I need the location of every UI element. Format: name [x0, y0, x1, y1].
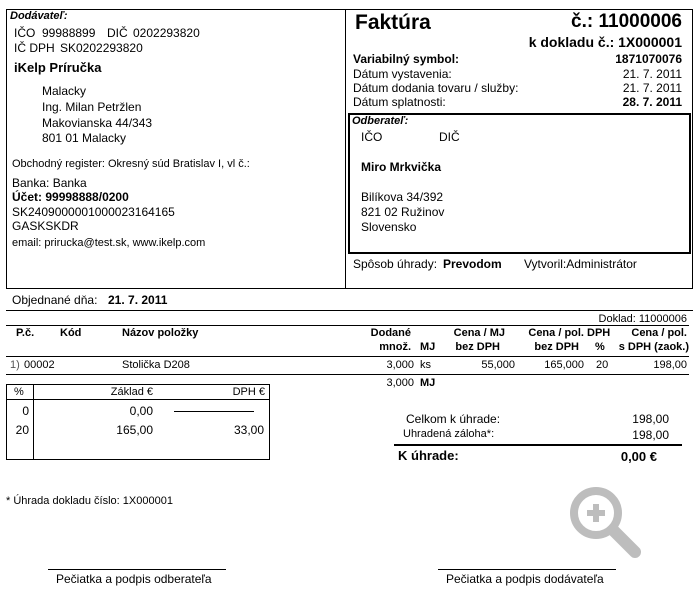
ordered-label: Objednané dňa: [12, 293, 98, 307]
totals-line [394, 444, 682, 446]
vat-pct-1: 20 [15, 423, 29, 437]
payment-method-label: Spôsob úhrady: [353, 257, 438, 271]
table-top-line [6, 325, 689, 326]
vat-h-base: Základ € [110, 386, 153, 398]
supplier-bank: Banka: Banka [12, 176, 87, 190]
var-sym-label: Variabilný symbol: [353, 52, 460, 66]
signature-customer: Pečiatka a podpis odberateľa [56, 572, 212, 586]
row-spol: 198,00 [653, 359, 687, 371]
col-pc: P.č. [16, 327, 35, 339]
row-kod: 00002 [24, 359, 55, 371]
signature-supplier: Pečiatka a podpis dodávateľa [446, 572, 604, 586]
customer-dic-label: DIČ [439, 130, 460, 144]
total-value: 198,00 [632, 412, 669, 426]
vat-header-line [6, 399, 270, 400]
col-kod: Kód [60, 327, 82, 339]
ordered-date: 21. 7. 2011 [108, 293, 168, 307]
row-mj: ks [420, 359, 431, 371]
table-bottom-line [6, 374, 689, 375]
vat-dph-0-blank [174, 411, 254, 412]
ordered-divider [6, 288, 693, 289]
supplier-dic-label: DIČ [107, 26, 128, 40]
total-qty: 3,000 [386, 377, 414, 389]
row-dph: 20 [596, 359, 609, 371]
invoice-title: Faktúra [355, 11, 431, 34]
col-cena-2: bez DPH [455, 341, 500, 353]
col-pol-2: bez DPH [534, 341, 579, 353]
col-dph-2: % [595, 341, 605, 353]
vat-h-dph: DPH € [232, 386, 265, 398]
supplier-addr2: Ing. Milan Petržlen [42, 100, 142, 114]
vat-h-pct: % [14, 386, 24, 398]
vat-base-0: 0,00 [129, 404, 153, 418]
issue-date: 21. 7. 2011 [622, 67, 682, 81]
col-mnoz-2: množ. [379, 341, 411, 353]
col-mj: MJ [420, 341, 436, 353]
paid-label: Uhradená záloha*: [403, 428, 495, 440]
supplier-icdph-label: IČ DPH [14, 41, 55, 55]
col-spol-1: Cena / pol. [631, 327, 687, 339]
customer-addr1: Bilíkova 34/392 [361, 190, 444, 204]
due-total-label: K úhrade: [398, 448, 459, 463]
supplier-iban: SK2409000001000023164165 [12, 205, 175, 219]
supplier-swift: GASKSKDR [12, 219, 79, 233]
customer-ico-label: IČO [361, 130, 383, 144]
customer-addr2: 821 02 Ružinov [361, 205, 445, 219]
row-pol: 165,000 [544, 359, 584, 371]
total-label: Celkom k úhrade: [406, 412, 501, 426]
delivery-date: 21. 7. 2011 [622, 81, 682, 95]
col-spol-2: s DPH (zaok.) [618, 341, 689, 353]
row-nazov: Stolička D208 [122, 359, 190, 371]
row-pc: 1) [10, 359, 20, 371]
supplier-ico-label: IČO [14, 26, 36, 40]
table-header-line [6, 356, 689, 357]
supplier-icdph: SK0202293820 [60, 41, 143, 55]
supplier-addr1: Malacky [42, 84, 87, 98]
vat-col-divider [33, 384, 34, 460]
supplier-dic: 0202293820 [133, 26, 200, 40]
due-label: Dátum splatnosti: [353, 95, 446, 109]
customer-addr3: Slovensko [361, 220, 417, 234]
col-pol-1: Cena / pol. [528, 327, 584, 339]
header-divider [345, 9, 346, 289]
supplier-ico: 99988899 [42, 26, 96, 40]
payment-note: * Úhrada dokladu číslo: 1X000001 [6, 495, 173, 507]
supplier-addr4: 801 01 Malacky [42, 131, 127, 145]
created-by: Vytvoril:Administrátor [524, 257, 637, 271]
total-mj: MJ [420, 377, 436, 389]
col-nazov: Názov položky [122, 327, 199, 339]
signature-line-supplier [438, 569, 616, 570]
col-mnoz-1: Dodané [370, 327, 411, 339]
supplier-email: email: prirucka@test.sk, www.ikelp.com [12, 237, 206, 249]
doklad-number: Doklad: 11000006 [598, 313, 687, 325]
paid-value: 198,00 [632, 428, 669, 442]
ordered-bottom [6, 310, 693, 311]
due-total-value: 0,00 € [620, 449, 657, 464]
vat-pct-0: 0 [22, 404, 29, 418]
due-date: 28. 7. 2011 [622, 95, 682, 109]
zoom-in-icon[interactable] [565, 482, 645, 562]
signature-line-customer [48, 569, 226, 570]
var-sym: 1871070076 [615, 52, 682, 66]
supplier-name: iKelp Príručka [14, 60, 102, 75]
row-mnoz: 3,000 [386, 359, 414, 371]
vat-dph-1: 33,00 [233, 423, 264, 437]
supplier-register: Obchodný register: Okresný súd Bratislav I, vl č.: [12, 158, 250, 170]
row-cena: 55,000 [481, 359, 515, 371]
issue-label: Dátum vystavenia: [353, 67, 452, 81]
delivery-label: Dátum dodania tovaru / služby: [353, 81, 519, 95]
payment-method: Prevodom [443, 257, 502, 271]
customer-name: Miro Mrkvička [361, 160, 442, 174]
supplier-addr3: Makovianska 44/343 [42, 116, 153, 130]
invoice-to-doc: k dokladu č.: 1X000001 [528, 34, 682, 50]
supplier-heading: Dodávateľ: [10, 10, 68, 22]
col-dph-1: DPH [587, 327, 611, 339]
vat-base-1: 165,00 [116, 423, 153, 437]
customer-heading: Odberateľ: [352, 115, 409, 127]
col-cena-1: Cena / MJ [453, 327, 505, 339]
invoice-number: č.: 11000006 [571, 11, 682, 32]
supplier-account: Účet: 99998888/0200 [12, 190, 129, 204]
